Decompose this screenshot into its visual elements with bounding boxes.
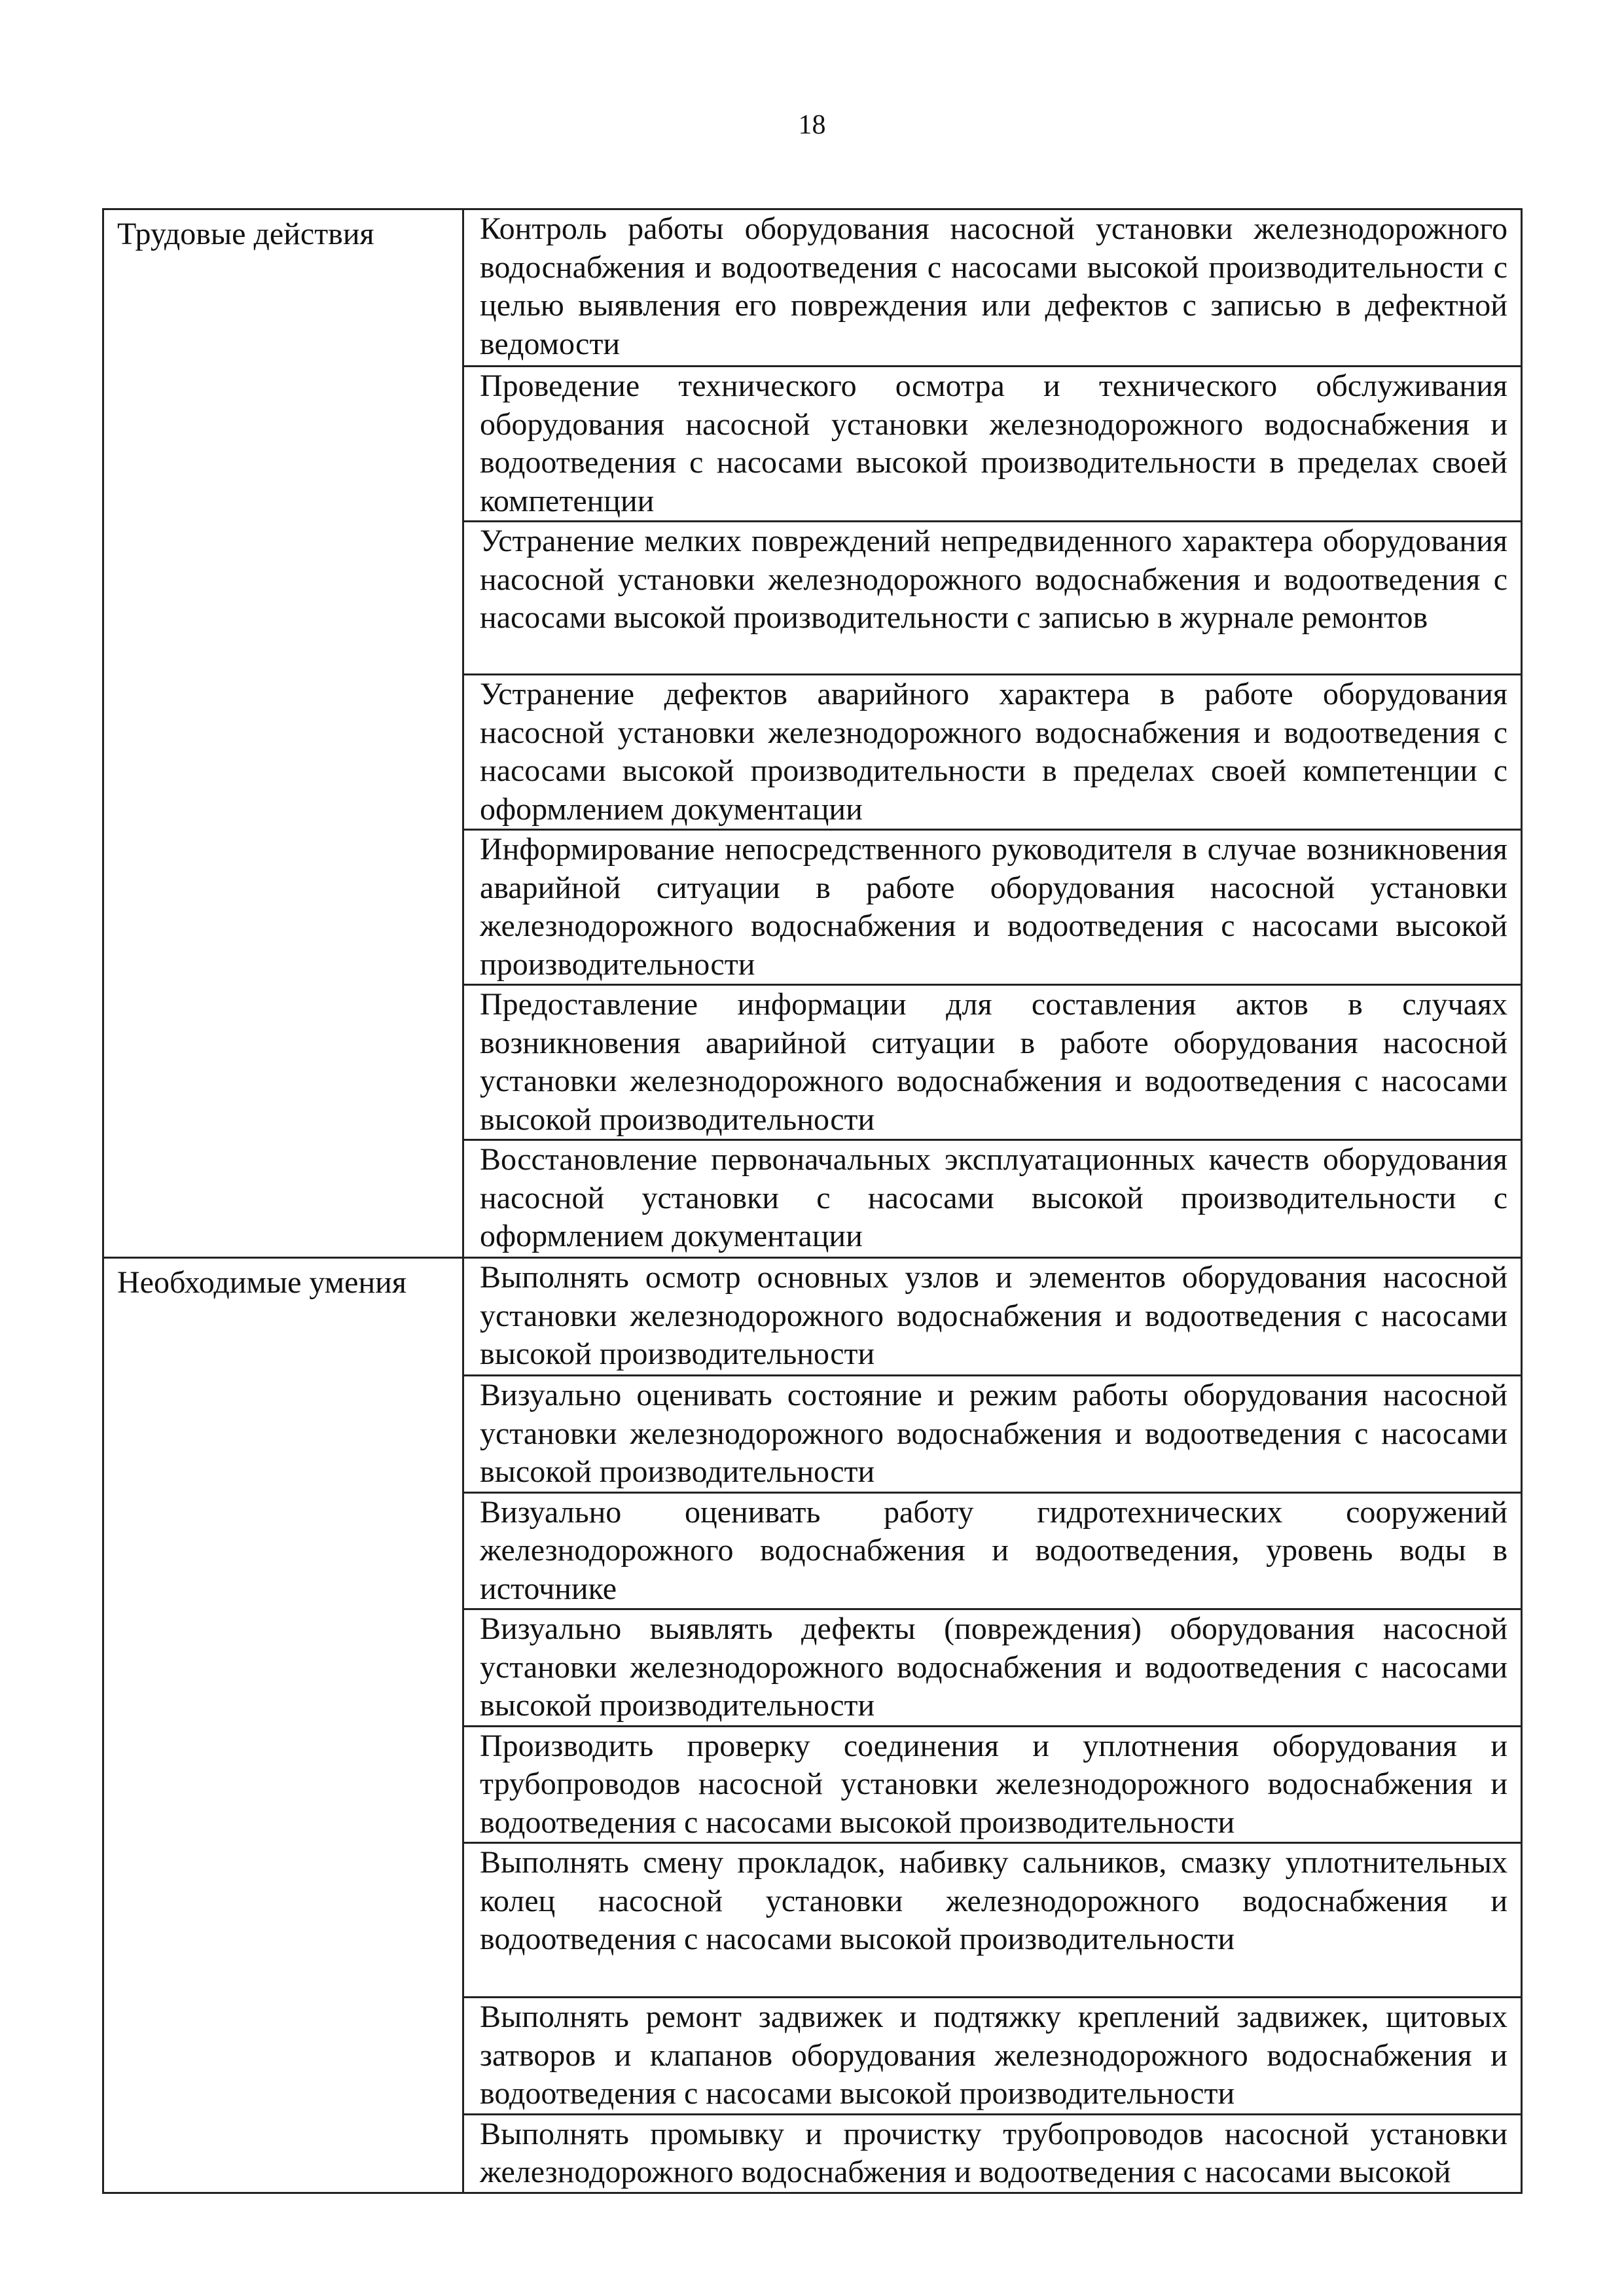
list-item: Выполнять смену прокладок, набивку сальников, смазку уплотнительных колец насосной установки железнодорожного водоснабжения и водоотведения с насосами высокой производительности	[463, 1843, 1522, 1998]
section-label-required-skills: Необходимые умения	[103, 1258, 463, 2193]
list-item: Визуально оценивать работу гидротехнических сооружений железнодорожного водоснабжения и водоотведения, уровень воды в источнике	[463, 1492, 1522, 1609]
table-row	[103, 209, 1522, 367]
list-item: Выполнять промывку и прочистку трубопроводов насосной установки железнодорожного водоснабжения и водоотведения с насосами высокой	[463, 2114, 1522, 2193]
list-item: Выполнять ремонт задвижек и подтяжку креплений задвижек, щитовых затворов и клапанов оборудования железнодорожного водоснабжения и водоотведения с насосами высокой производительности	[463, 1998, 1522, 2115]
list-item: Контроль работы оборудования насосной установки железнодорожного водоснабжения и водоотведения с насосами высокой производительности с целью выявления его повреждения или дефектов с записью в дефектной ведомости	[463, 209, 1522, 367]
list-item: Информирование непосредственного руководителя в случае возникновения аварийной ситуации в работе оборудования насосной установки железнодорожного водоснабжения и водоотведения с насосами высокой производительности	[463, 830, 1522, 985]
table-row	[103, 1258, 1522, 1376]
list-item: Устранение мелких повреждений непредвиденного характера оборудования насосной установки железнодорожного водоснабжения и водоотведения с насосами высокой производительности с записью в журнале ремонтов	[463, 522, 1522, 675]
list-item: Производить проверку соединения и уплотнения оборудования и трубопроводов насосной установки железнодорожного водоснабжения и водоотведения с насосами высокой производительности	[463, 1726, 1522, 1843]
list-item: Восстановление первоначальных эксплуатационных качеств оборудования насосной установки с насосами высокой производительности с оформлением документации	[463, 1140, 1522, 1258]
section-label-labor-actions: Трудовые действия	[103, 209, 463, 1258]
list-item: Проведение технического осмотра и технического обслуживания оборудования насосной установки железнодорожного водоснабжения и водоотведения с насосами высокой производительности в пределах своей компетенции	[463, 367, 1522, 522]
list-item: Выполнять осмотр основных узлов и элементов оборудования насосной установки железнодорожного водоснабжения и водоотведения с насосами высокой производительности	[463, 1258, 1522, 1376]
list-item: Предоставление информации для составления актов в случаях возникновения аварийной ситуации в работе оборудования насосной установки железнодорожного водоснабжения и водоотведения с насосами высокой производительности	[463, 985, 1522, 1140]
list-item: Устранение дефектов аварийного характера в работе оборудования насосной установки железнодорожного водоснабжения и водоотведения с насосами высокой производительности в пределах своей компетенции с оформлением документации	[463, 675, 1522, 830]
page-number: 18	[798, 110, 826, 140]
list-item: Визуально оценивать состояние и режим работы оборудования насосной установки железнодорожного водоснабжения и водоотведения с насосами высокой производительности	[463, 1376, 1522, 1493]
competency-table	[102, 208, 1523, 2194]
list-item: Визуально выявлять дефекты (повреждения) оборудования насосной установки железнодорожного водоснабжения и водоотведения с насосами высокой производительности	[463, 1609, 1522, 1727]
